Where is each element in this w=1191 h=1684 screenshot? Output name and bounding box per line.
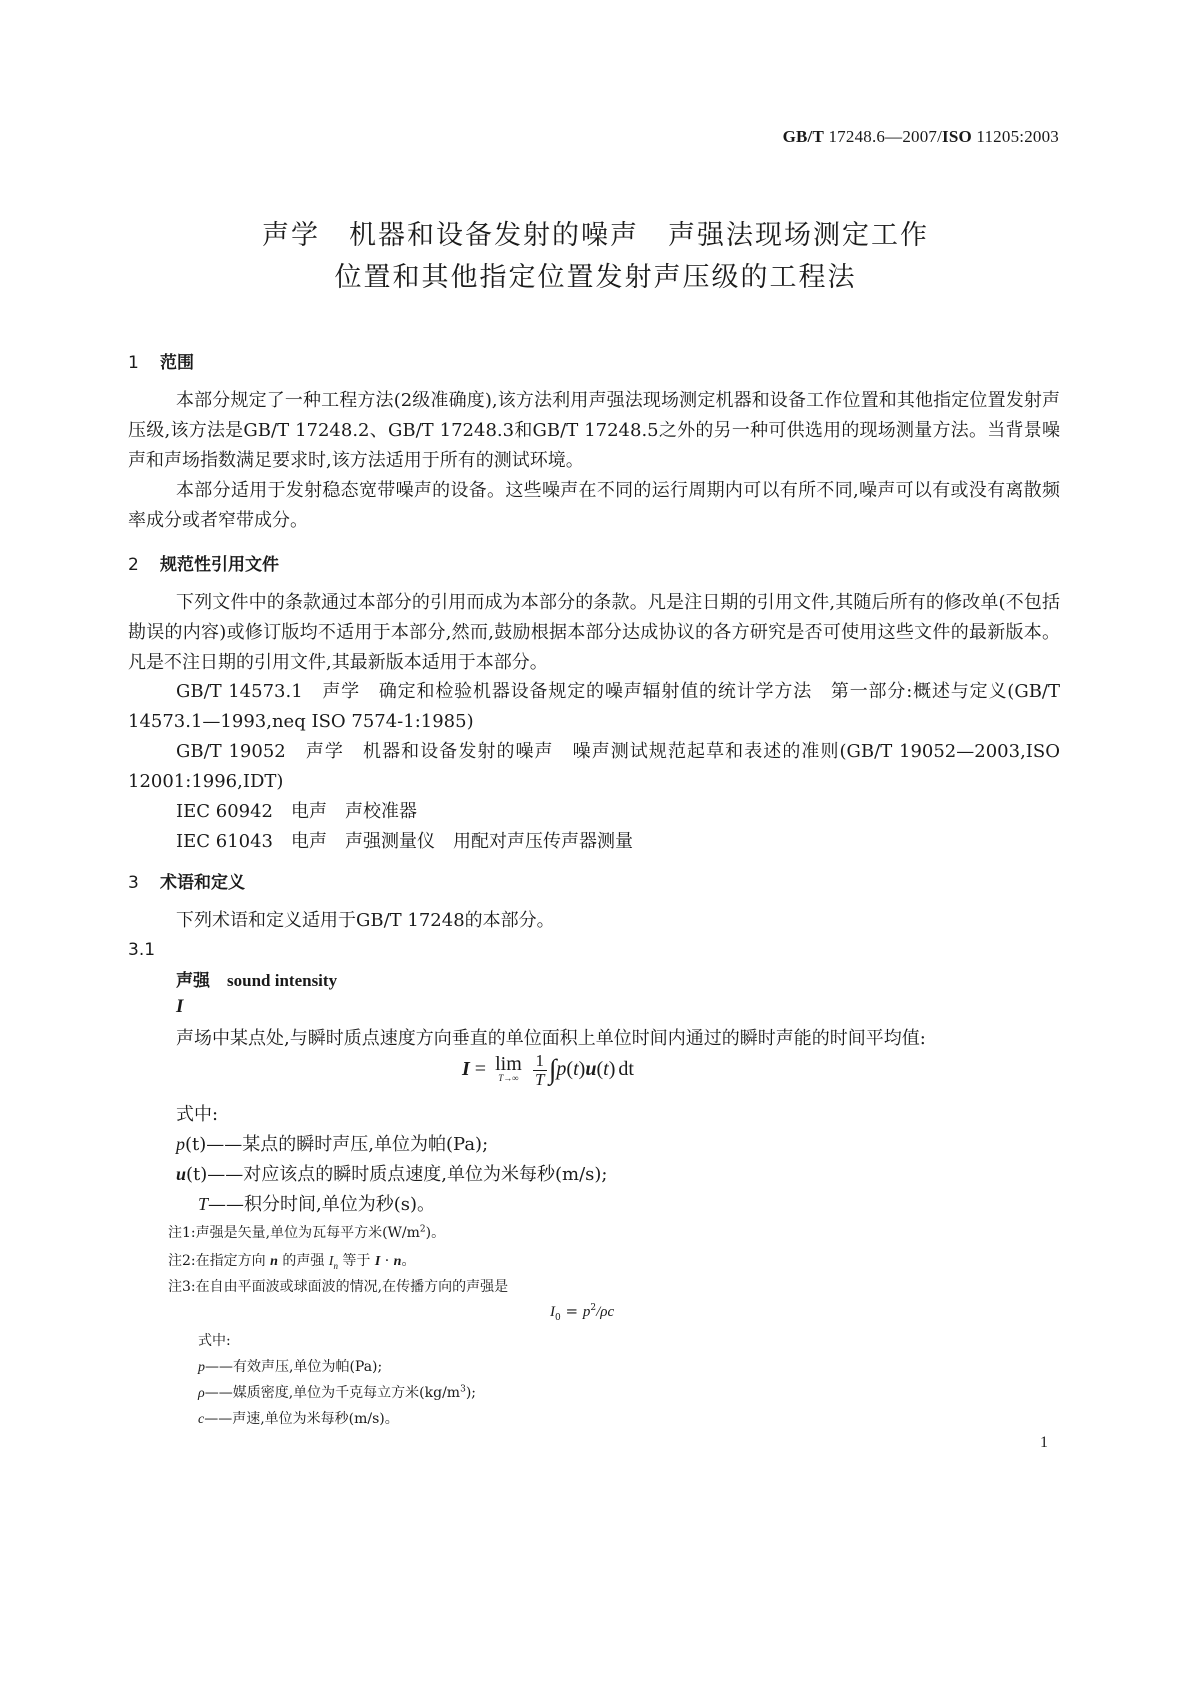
nf-superscript: 2 [590,1303,597,1313]
reference-item-gbt19052: GB/T 19052 声学 机器和设备发射的噪声 噪声测试规范起草和表述的准则(GB/T 19052—2003,ISO 12001:1996,IDT) [128,741,1060,792]
term-chinese: 声强 [176,971,210,991]
std-code-number: 17248.6—2007/ [828,127,943,146]
formula-t2: t [603,1058,609,1081]
sound-intensity-formula: I = lim T→∞ $\frac{1}{T}$ ∫p(t)u(t) dt [462,1051,634,1089]
variable-T [198,1190,435,1216]
formula-limit [495,1052,522,1085]
variable-u [176,1160,608,1186]
terms-intro: 下列术语和定义适用于GB/T 17248的本部分。 [176,910,555,931]
term-symbol: I [176,996,184,1017]
note-1-text: 注1:声强是矢量,单位为瓦每平方米(W/m [168,1225,420,1241]
integral-sign: ∫ [548,1054,557,1086]
note-3: 注3:在自由平面波或球面波的情况,在传播方向的声强是 [168,1279,509,1295]
page-number: 1 [1040,1434,1048,1451]
note-2-subscript: n [333,1260,338,1271]
nv-p-description: ——有效声压,单位为帕(Pa); [205,1359,383,1375]
note-2-expr-I: I [374,1254,381,1269]
formula-t1: t [573,1058,579,1081]
variable-p [176,1130,488,1156]
var-u-symbol: u [176,1164,187,1184]
note-2-expr-n: n [393,1254,402,1269]
note-variable-rho [198,1382,476,1402]
nf-p: p [582,1304,591,1320]
note-1 [168,1222,445,1242]
formula-fraction [533,1052,547,1089]
scope-paragraph-1: 本部分规定了一种工程方法(2级准确度),该方法利用声强法现场测定机器和设备工作位置和其他指定位置发射声压级,该方法是GB/T 17248.2、GB/T 17248.3和GB/T 17248.5之外的另一种可供选用的现场测量方法。当背景噪声和声场指数满足要求时,该方法适用于所有的测试环境。 [128,390,1060,471]
term-english: sound intensity [227,971,338,990]
var-T-description: ——积分时间,单位为秒(s)。 [208,1194,436,1215]
section-title: 术语和定义 [160,873,245,893]
note-2-text: 注2:在指定方向 [168,1253,266,1269]
std-code-iso: ISO [942,127,972,146]
nv-rho-symbol: ρ [198,1386,205,1401]
formula-u: u [585,1058,597,1081]
note-1-end: )。 [425,1225,446,1241]
note-3-formula [550,1302,614,1323]
note-2-I: I [328,1254,334,1269]
limit-subscript: T→∞ [498,1072,519,1083]
page-title-line2: 位置和其他指定位置发射声压级的工程法 [334,262,857,293]
var-p-arg: (t) [185,1134,207,1155]
section-number: 3 [128,873,139,893]
nv-rho-superscript: 3 [460,1384,466,1395]
note-2-equals: 等于 [342,1253,371,1269]
var-T-symbol: T [198,1194,209,1214]
standard-code [0,127,1059,147]
var-p-description: ——某点的瞬时声压,单位为帕(Pa); [206,1134,489,1155]
section-heading-scope [128,348,194,373]
note-1-superscript: 2 [419,1224,426,1235]
note-where-label: 式中: [198,1333,231,1349]
term-heading [176,966,337,991]
nv-rho-description: ——媒质密度,单位为千克每立方米(kg/m [204,1385,461,1401]
std-code-gbt: GB/T [782,127,825,146]
reference-item-iec60942: IEC 60942 电声 声校准器 [176,801,418,822]
formula-equals: = [474,1058,487,1081]
section-title: 规范性引用文件 [160,555,279,575]
std-code-iso-number: 11205:2003 [976,127,1059,146]
subsection-number: 3.1 [128,940,156,960]
section-heading-terms [128,868,245,893]
section-heading-normative-references [128,550,279,575]
scope-paragraph-2: 本部分适用于发射稳态宽带噪声的设备。这些噪声在不同的运行周期内可以有所不同,噪声可以有或没有离散频率成分或者窄带成分。 [128,480,1060,531]
formula-lhs: I [462,1058,470,1081]
var-u-description: ——对应该点的瞬时质点速度,单位为米每秒(m/s); [207,1164,608,1185]
term-definition: 声场中某点处,与瞬时质点速度方向垂直的单位面积上单位时间内通过的瞬时声能的时间平均值: [176,1028,926,1049]
note-2-mid: 的声强 [282,1253,325,1269]
section-title: 范围 [160,353,194,373]
reference-item-gbt14573: GB/T 14573.1 声学 确定和检验机器设备规定的噪声辐射值的统计学方法 第一部分:概述与定义(GB/T 14573.1—1993,neq ISO 7574-1:1985) [128,681,1060,732]
note-2-end: 。 [401,1253,416,1269]
nf-rest: /ρc [596,1304,615,1320]
section-number: 1 [128,353,139,373]
nv-rho-end: ); [465,1385,477,1401]
nv-c-description: ——声速,单位为米每秒(m/s)。 [204,1411,399,1427]
note-2-n: n [270,1254,278,1269]
where-label: 式中: [176,1104,219,1125]
page-title-line1: 声学 机器和设备发射的噪声 声强法现场测定工作 [262,220,929,251]
nf-equals: = [565,1302,579,1320]
nf-subscript: 0 [555,1313,561,1323]
formula-p: p [556,1058,567,1081]
note-2-dot: · [384,1253,390,1269]
reference-item-iec61043: IEC 61043 电声 声强测量仪 用配对声压传声器测量 [176,831,634,852]
references-intro-paragraph: 下列文件中的条款通过本部分的引用而成为本部分的条款。凡是注日期的引用文件,其随后所有的修改单(不包括勘误的内容)或修订版均不适用于本部分,然而,鼓励根据本部分达成协议的各方研究是否可使用这些文件的最新版本。凡是不注日期的引用文件,其最新版本适用于本部分。 [128,592,1060,673]
section-number: 2 [128,555,139,575]
nv-p-symbol: p [198,1360,205,1375]
note-variable-p [198,1356,382,1376]
var-p-symbol: p [176,1134,185,1154]
fraction-numerator: 1 [535,1051,544,1070]
note-2 [168,1250,415,1271]
fraction-denominator: T [535,1070,545,1089]
note-variable-c [198,1408,399,1428]
formula-dt: dt [618,1058,634,1081]
nv-c-symbol: c [198,1412,205,1427]
nf-I: I [550,1304,555,1320]
var-u-arg: (t) [186,1164,208,1185]
limit-text: lim [495,1052,522,1075]
